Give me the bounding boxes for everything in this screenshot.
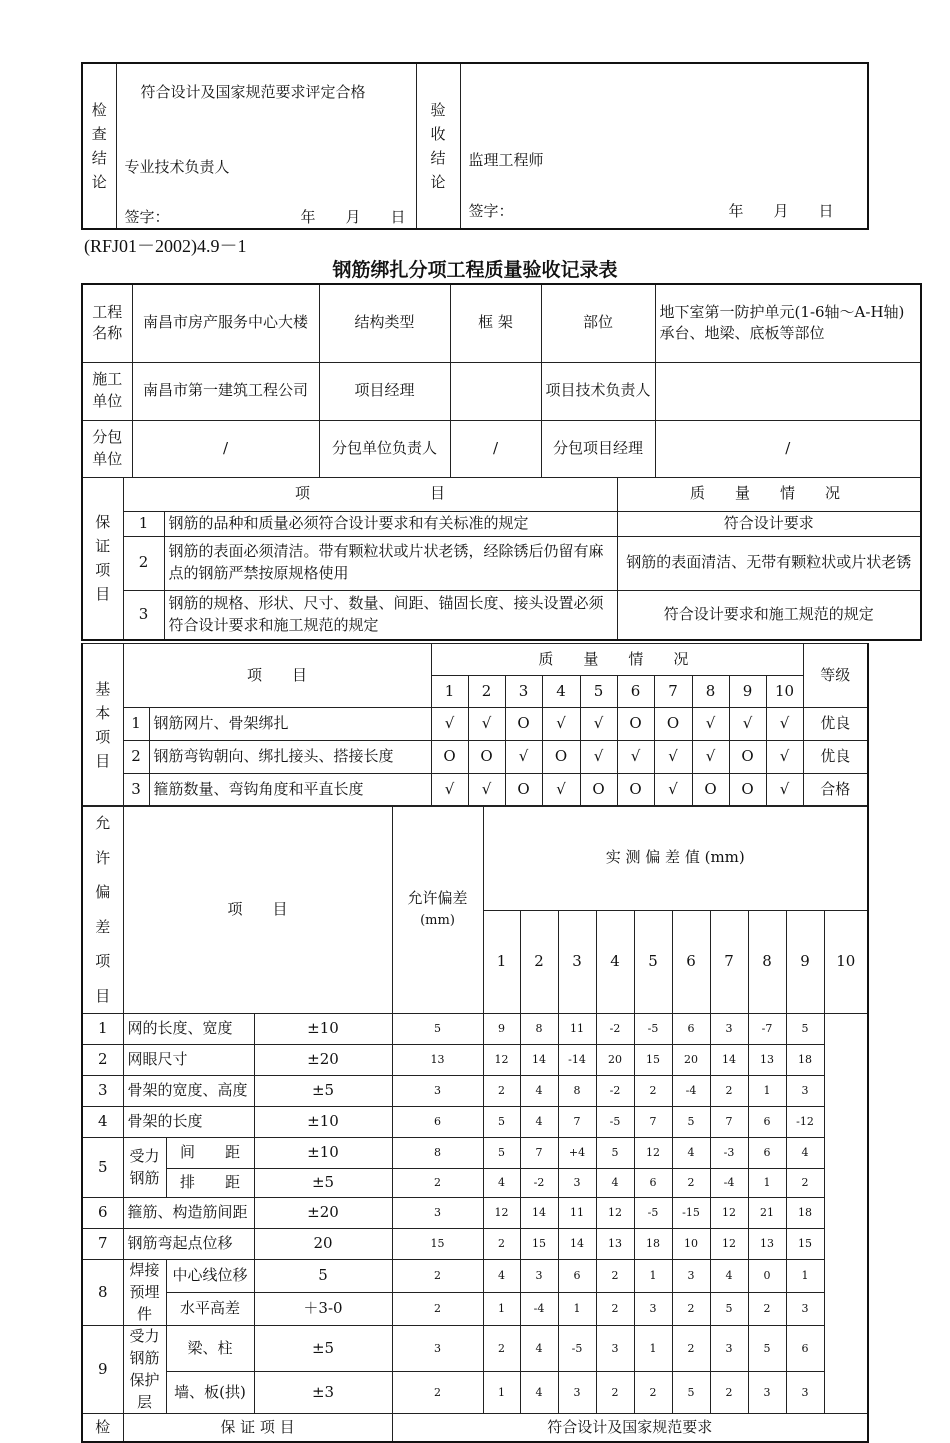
tolerance-table: [81, 805, 869, 1443]
check-conclusion-label: 检 查 结 论: [82, 63, 116, 229]
guarantee-quality: 符合设计要求: [617, 511, 921, 536]
basic-mark: √: [542, 774, 580, 807]
record-table: [81, 283, 922, 641]
tolerance-value: 6: [392, 1107, 483, 1138]
location-value: 地下室第一防护单元(1-6轴～A-H轴)承台、地梁、底板等部位: [655, 284, 921, 362]
basic-mark: O: [542, 741, 580, 774]
tolerance-row: [82, 1293, 868, 1326]
tolerance-value: 12: [483, 1198, 520, 1229]
tolerance-value: 3: [634, 1293, 672, 1326]
tolerance-allow: ±20: [254, 1045, 392, 1076]
tolerance-value: 6: [786, 1326, 824, 1371]
tolerance-value: 8: [520, 1014, 558, 1045]
structure-label: 结构类型: [319, 284, 450, 362]
tolerance-item: 受力钢筋保护层: [123, 1326, 166, 1414]
tech-lead-label: 项目技术负责人: [541, 362, 655, 420]
basic-label: 基 本 项 目: [82, 644, 123, 807]
basic-col: 6: [617, 676, 654, 708]
tolerance-value: 5: [672, 1107, 710, 1138]
basic-mark: √: [431, 774, 468, 807]
basic-grade: 优良: [803, 741, 868, 774]
guarantee-item: 钢筋的品种和质量必须符合设计要求和有关标准的规定: [164, 511, 617, 536]
tolerance-value: 1: [483, 1293, 520, 1326]
tolerance-value: 14: [558, 1229, 596, 1260]
basic-mark: √: [654, 741, 692, 774]
tolerance-value: 2: [392, 1260, 483, 1293]
tolerance-value: 6: [672, 1014, 710, 1045]
tolerance-value: 5: [672, 1371, 710, 1414]
basic-quality-header: 质 量 情 况: [431, 644, 803, 676]
tolerance-value: 3: [748, 1371, 786, 1414]
tolerance-value: 15: [786, 1229, 824, 1260]
tolerance-value: 2: [483, 1076, 520, 1107]
tolerance-value: 5: [596, 1138, 634, 1169]
tolerance-no: 8: [82, 1260, 123, 1326]
basic-mark: O: [692, 774, 729, 807]
tolerance-value: 4: [520, 1326, 558, 1371]
tolerance-row: [82, 1198, 868, 1229]
tolerance-value: 20: [672, 1045, 710, 1076]
tolerance-value: -7: [748, 1014, 786, 1045]
tolerance-value: 2: [392, 1293, 483, 1326]
tolerance-value: 10: [672, 1229, 710, 1260]
tolerance-value: -2: [520, 1169, 558, 1198]
tolerance-allow: ±10: [254, 1014, 392, 1045]
basic-mark: √: [468, 708, 505, 741]
tolerance-sub: 间 距: [166, 1138, 254, 1169]
tolerance-value: 14: [520, 1045, 558, 1076]
tolerance-value: 5: [392, 1014, 483, 1045]
tolerance-value: +4: [558, 1138, 596, 1169]
tolerance-item: 焊接预埋件: [123, 1260, 166, 1326]
tolerance-value: 11: [558, 1014, 596, 1045]
supervisor-label: 监理工程师: [468, 151, 544, 169]
tolerance-sub: 中心线位移: [166, 1260, 254, 1293]
tolerance-value: -5: [596, 1107, 634, 1138]
basic-no: 2: [123, 741, 149, 774]
basic-grade-header: 等级: [803, 644, 868, 708]
guarantee-item: 钢筋的规格、形状、尺寸、数量、间距、锚固长度、接头设置必须符合设计要求和施工规范的规定: [164, 590, 617, 640]
subcontractor-label: 分包单位: [82, 420, 132, 477]
tolerance-col: 3: [558, 911, 596, 1014]
accept-conclusion-label: 验 收 结 论: [416, 63, 460, 229]
tolerance-allow: 20: [254, 1229, 392, 1260]
tolerance-no: 1: [82, 1014, 123, 1045]
basic-mark: O: [505, 774, 542, 807]
project-name: 南昌市房产服务中心大楼: [132, 284, 319, 362]
tolerance-value: 4: [483, 1169, 520, 1198]
tolerance-value: -4: [672, 1076, 710, 1107]
tolerance-value: 1: [748, 1076, 786, 1107]
conclusion-table: [81, 62, 869, 230]
tolerance-item: 骨架的长度: [123, 1107, 254, 1138]
tolerance-item-header: 项 目: [123, 806, 392, 1014]
tolerance-value: 4: [520, 1076, 558, 1107]
tolerance-value: 9: [483, 1014, 520, 1045]
tolerance-row: [82, 1107, 868, 1138]
tolerance-value: 1: [748, 1169, 786, 1198]
basic-mark: √: [580, 741, 617, 774]
basic-col: 7: [654, 676, 692, 708]
tolerance-value: 3: [786, 1371, 824, 1414]
tolerance-value: -2: [596, 1076, 634, 1107]
tolerance-value: -5: [558, 1326, 596, 1371]
tolerance-item: 网眼尺寸: [123, 1045, 254, 1076]
tolerance-value: 7: [634, 1107, 672, 1138]
tolerance-value: -4: [520, 1293, 558, 1326]
tolerance-value: 2: [748, 1293, 786, 1326]
tolerance-allow: 5: [254, 1260, 392, 1293]
basic-mark: √: [692, 741, 729, 774]
tolerance-value: 14: [710, 1045, 748, 1076]
tolerance-value: 1: [483, 1371, 520, 1414]
tolerance-value: 12: [634, 1138, 672, 1169]
basic-mark: √: [505, 741, 542, 774]
basic-col: 9: [729, 676, 766, 708]
basic-mark: O: [729, 741, 766, 774]
basic-items-table: [81, 643, 869, 807]
guarantee-quality-header: 质 量 情 况: [617, 477, 921, 511]
basic-col: 2: [468, 676, 505, 708]
tolerance-measure-header: 实 测 偏 差 值 (mm): [483, 806, 868, 911]
basic-col: 8: [692, 676, 729, 708]
basic-item-header: 项 目: [123, 644, 431, 708]
tolerance-col: 8: [748, 911, 786, 1014]
tolerance-value: 2: [634, 1371, 672, 1414]
structure-type: 框 架: [450, 284, 541, 362]
tolerance-value: 0: [748, 1260, 786, 1293]
tolerance-value: 15: [520, 1229, 558, 1260]
tolerance-value: 1: [786, 1260, 824, 1293]
tolerance-row: [82, 1014, 868, 1045]
accept-conclusion-cell: [460, 63, 868, 229]
right-date: 年 月 日: [728, 202, 834, 220]
tolerance-col: 4: [596, 911, 634, 1014]
tolerance-value: -14: [558, 1045, 596, 1076]
tolerance-value: 3: [558, 1169, 596, 1198]
tolerance-value: 4: [786, 1138, 824, 1169]
guarantee-no: 1: [123, 511, 164, 536]
tolerance-value: 2: [596, 1293, 634, 1326]
basic-row: [82, 708, 868, 741]
tolerance-allow: ±10: [254, 1138, 392, 1169]
tolerance-value: 3: [672, 1260, 710, 1293]
tolerance-value: -12: [786, 1107, 824, 1138]
contractor: 南昌市第一建筑工程公司: [132, 362, 319, 420]
tolerance-value: 18: [786, 1198, 824, 1229]
tolerance-row: [82, 1229, 868, 1260]
tolerance-item: 网的长度、宽度: [123, 1014, 254, 1045]
tolerance-allow: ±3: [254, 1371, 392, 1414]
tolerance-item: 骨架的宽度、高度: [123, 1076, 254, 1107]
tolerance-value: 2: [392, 1169, 483, 1198]
tolerance-row: [82, 1169, 868, 1198]
tolerance-value: 3: [392, 1076, 483, 1107]
basic-item: 箍筋数量、弯钩角度和平直长度: [149, 774, 431, 807]
basic-mark: O: [580, 774, 617, 807]
tolerance-value: 14: [520, 1198, 558, 1229]
tolerance-col: 1: [483, 911, 520, 1014]
tolerance-value: 8: [392, 1138, 483, 1169]
tolerance-no: 7: [82, 1229, 123, 1260]
tolerance-value: 13: [596, 1229, 634, 1260]
tolerance-value: 2: [672, 1326, 710, 1371]
basic-item: 钢筋网片、骨架绑扎: [149, 708, 431, 741]
tolerance-value: 7: [558, 1107, 596, 1138]
tolerance-col: 9: [786, 911, 824, 1014]
tolerance-value: 12: [710, 1198, 748, 1229]
page-title: 钢筋绑扎分项工程质量验收记录表: [332, 259, 618, 281]
tolerance-value: 7: [520, 1138, 558, 1169]
tolerance-value: 6: [748, 1138, 786, 1169]
tolerance-value: 1: [634, 1326, 672, 1371]
tolerance-value: 3: [558, 1371, 596, 1414]
tolerance-allow: ±20: [254, 1198, 392, 1229]
tolerance-value: 4: [483, 1260, 520, 1293]
tolerance-value: 6: [558, 1260, 596, 1293]
tolerance-value: 2: [672, 1293, 710, 1326]
tolerance-value: 2: [392, 1371, 483, 1414]
guarantee-item: 钢筋的表面必须清洁。带有颗粒状或片状老锈，经除锈后仍留有麻点的钢筋严禁按原规格使用: [164, 536, 617, 590]
tech-lead-value: [655, 362, 921, 420]
location-label: 部位: [541, 284, 655, 362]
basic-mark: √: [654, 774, 692, 807]
tolerance-sub: 墙、板(拱): [166, 1371, 254, 1414]
tolerance-value: 3: [710, 1326, 748, 1371]
basic-mark: O: [729, 774, 766, 807]
tolerance-sub: 水平高差: [166, 1293, 254, 1326]
contractor-label: 施工单位: [82, 362, 132, 420]
basic-mark: √: [580, 708, 617, 741]
check-conclusion-text: 符合设计及国家规范要求评定合格: [140, 83, 366, 101]
sub-head-value: /: [450, 420, 541, 477]
tolerance-allow: ＋3-0: [254, 1293, 392, 1326]
basic-mark: O: [617, 708, 654, 741]
tolerance-value: -15: [672, 1198, 710, 1229]
basic-mark: O: [617, 774, 654, 807]
tolerance-allow: ±5: [254, 1169, 392, 1198]
tolerance-value: 2: [710, 1371, 748, 1414]
tolerance-value: 18: [786, 1045, 824, 1076]
tolerance-value: 3: [786, 1076, 824, 1107]
tolerance-no: 6: [82, 1198, 123, 1229]
tolerance-value: 3: [392, 1198, 483, 1229]
tolerance-value: 21: [748, 1198, 786, 1229]
basic-col: 5: [580, 676, 617, 708]
tolerance-value: -2: [596, 1014, 634, 1045]
tolerance-no: 4: [82, 1107, 123, 1138]
tolerance-value: 13: [748, 1045, 786, 1076]
tolerance-value: 4: [520, 1107, 558, 1138]
left-sign-label: 签字：: [124, 208, 170, 226]
guarantee-item-header: 项 目: [123, 477, 617, 511]
tolerance-value: 12: [483, 1045, 520, 1076]
basic-mark: O: [468, 741, 505, 774]
check-label: 检: [82, 1414, 123, 1442]
basic-col: 4: [542, 676, 580, 708]
basic-grade: 优良: [803, 708, 868, 741]
tolerance-row: [82, 1076, 868, 1107]
check-item: 保 证 项 目: [123, 1414, 392, 1442]
tolerance-row: [82, 1138, 868, 1169]
guarantee-quality: 符合设计要求和施工规范的规定: [617, 590, 921, 640]
basic-mark: √: [766, 741, 803, 774]
tolerance-value: 1: [558, 1293, 596, 1326]
tolerance-allow-header: 允许偏差 (mm): [392, 806, 483, 1014]
tolerance-value: 13: [392, 1045, 483, 1076]
tolerance-value: 20: [596, 1045, 634, 1076]
basic-mark: O: [431, 741, 468, 774]
basic-row: [82, 774, 868, 807]
tolerance-value: 3: [786, 1293, 824, 1326]
tolerance-value: 5: [748, 1326, 786, 1371]
document-code: (RFJ01－2002)4.9－1: [84, 236, 247, 256]
guarantee-quality: 钢筋的表面清洁、无带有颗粒状或片状老锈: [617, 536, 921, 590]
left-date: 年 月 日: [300, 208, 406, 226]
tolerance-value: 12: [596, 1198, 634, 1229]
project-name-label: 工程名称: [82, 284, 132, 362]
basic-mark: √: [729, 708, 766, 741]
tolerance-value: -4: [710, 1169, 748, 1198]
guarantee-label: 保 证 项 目: [82, 477, 123, 640]
basic-mark: √: [766, 708, 803, 741]
tolerance-value: 2: [786, 1169, 824, 1198]
check-result: 符合设计及国家规范要求: [392, 1414, 868, 1442]
tolerance-item: 受力钢筋: [123, 1138, 166, 1198]
basic-row: [82, 741, 868, 774]
tolerance-value: 3: [596, 1326, 634, 1371]
tolerance-value: 3: [392, 1326, 483, 1371]
tolerance-value: 13: [748, 1229, 786, 1260]
right-sign-label: 签字：: [468, 202, 514, 220]
sub-pm-label: 分包项目经理: [541, 420, 655, 477]
basic-grade: 合格: [803, 774, 868, 807]
basic-mark: √: [468, 774, 505, 807]
tolerance-value: 7: [710, 1107, 748, 1138]
tolerance-value: 3: [520, 1260, 558, 1293]
tolerance-value: 4: [672, 1138, 710, 1169]
tolerance-value: 3: [710, 1014, 748, 1045]
tolerance-value: 4: [596, 1169, 634, 1198]
basic-mark: √: [431, 708, 468, 741]
tolerance-value: 12: [710, 1229, 748, 1260]
tolerance-no: 9: [82, 1326, 123, 1414]
tolerance-value: 15: [392, 1229, 483, 1260]
basic-mark: √: [692, 708, 729, 741]
tolerance-value: 5: [483, 1107, 520, 1138]
tolerance-value: 6: [634, 1169, 672, 1198]
guarantee-no: 3: [123, 590, 164, 640]
tolerance-value: -3: [710, 1138, 748, 1169]
tolerance-value: 8: [558, 1076, 596, 1107]
tolerance-value: 1: [634, 1260, 672, 1293]
tolerance-value: 5: [786, 1014, 824, 1045]
tolerance-value: 2: [596, 1260, 634, 1293]
tolerance-row: [82, 1260, 868, 1293]
sub-head-label: 分包单位负责人: [319, 420, 450, 477]
pm-label: 项目经理: [319, 362, 450, 420]
basic-no: 3: [123, 774, 149, 807]
tolerance-no: 2: [82, 1045, 123, 1076]
tolerance-sub: 梁、柱: [166, 1326, 254, 1371]
tolerance-row: [82, 1326, 868, 1371]
tolerance-value: 4: [710, 1260, 748, 1293]
tolerance-label: 允 许 偏 差 项 目: [82, 806, 123, 1014]
tolerance-allow: ±5: [254, 1076, 392, 1107]
basic-col: 10: [766, 676, 803, 708]
tolerance-value: 2: [634, 1076, 672, 1107]
basic-mark: O: [505, 708, 542, 741]
tolerance-value: -5: [634, 1014, 672, 1045]
tolerance-col: 10: [824, 911, 868, 1014]
basic-mark: √: [542, 708, 580, 741]
tolerance-value: 2: [483, 1326, 520, 1371]
basic-col: 3: [505, 676, 542, 708]
pm-value: [450, 362, 541, 420]
tolerance-value: 2: [672, 1169, 710, 1198]
tech-leader-label: 专业技术负责人: [124, 158, 230, 176]
tolerance-no: 5: [82, 1138, 123, 1198]
tolerance-item: 钢筋弯起点位移: [123, 1229, 254, 1260]
tolerance-value: 5: [483, 1138, 520, 1169]
tolerance-col: 6: [672, 911, 710, 1014]
basic-mark: √: [766, 774, 803, 807]
basic-item: 钢筋弯钩朝向、绑扎接头、搭接长度: [149, 741, 431, 774]
sub-pm-value: /: [655, 420, 921, 477]
tolerance-col: 5: [634, 911, 672, 1014]
basic-mark: O: [654, 708, 692, 741]
guarantee-no: 2: [123, 536, 164, 590]
tolerance-value: 5: [710, 1293, 748, 1326]
tolerance-col: 7: [710, 911, 748, 1014]
tolerance-value: 2: [710, 1076, 748, 1107]
tolerance-value: 15: [634, 1045, 672, 1076]
check-conclusion-cell: [116, 63, 416, 229]
basic-mark: √: [617, 741, 654, 774]
subcontractor: /: [132, 420, 319, 477]
tolerance-row: [82, 1371, 868, 1414]
tolerance-value: 18: [634, 1229, 672, 1260]
tolerance-value: 6: [748, 1107, 786, 1138]
tolerance-value: 2: [483, 1229, 520, 1260]
tolerance-item: 箍筋、构造筋间距: [123, 1198, 254, 1229]
tolerance-no: 3: [82, 1076, 123, 1107]
tolerance-col: 2: [520, 911, 558, 1014]
tolerance-value: 2: [596, 1371, 634, 1414]
tolerance-value: 11: [558, 1198, 596, 1229]
tolerance-row: [82, 1045, 868, 1076]
basic-no: 1: [123, 708, 149, 741]
tolerance-allow: ±5: [254, 1326, 392, 1371]
tolerance-sub: 排 距: [166, 1169, 254, 1198]
tolerance-allow: ±10: [254, 1107, 392, 1138]
tolerance-value: -5: [634, 1198, 672, 1229]
tolerance-value: 4: [520, 1371, 558, 1414]
basic-col: 1: [431, 676, 468, 708]
